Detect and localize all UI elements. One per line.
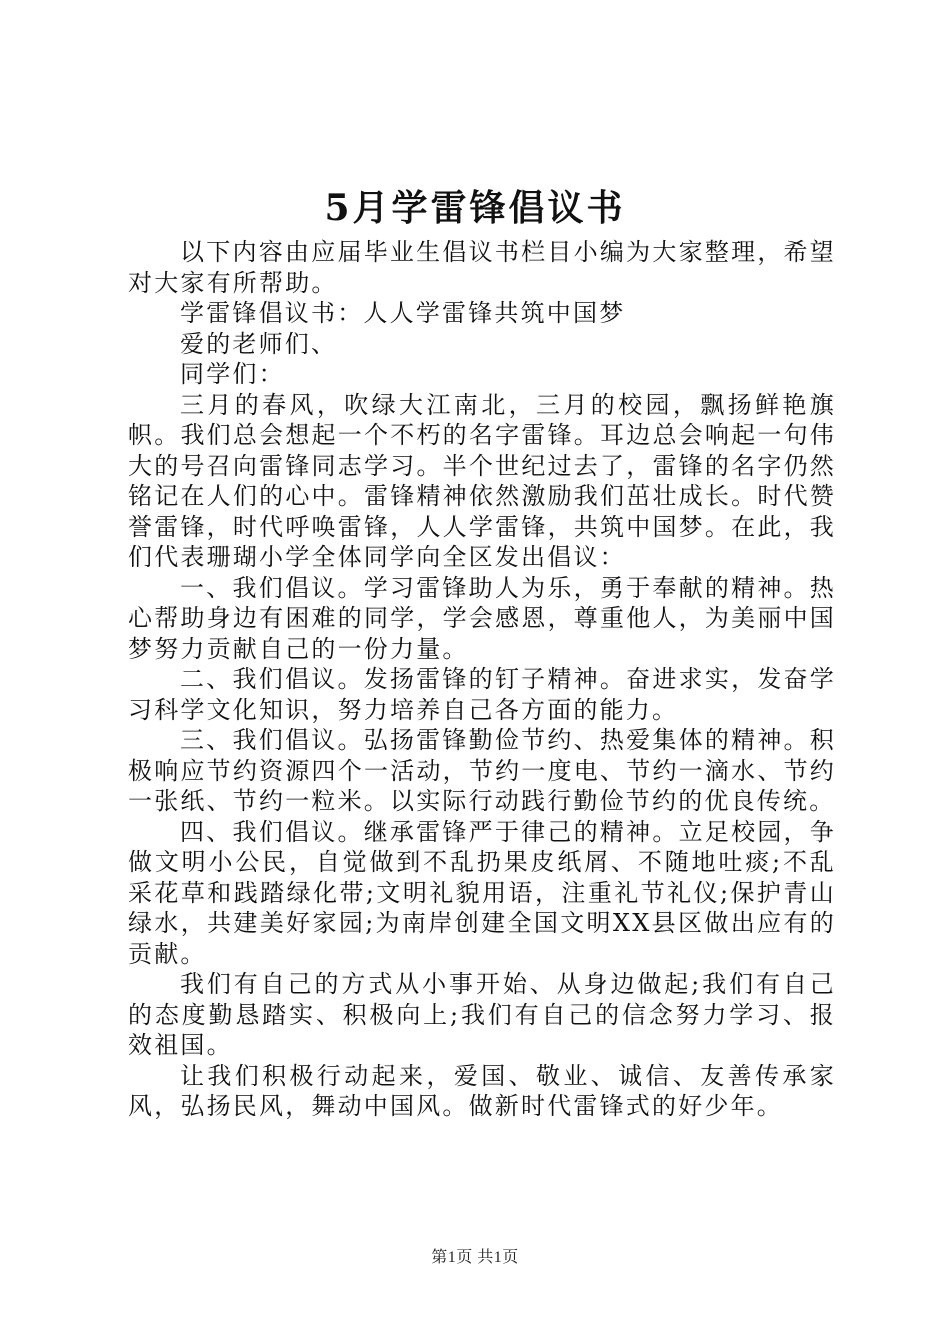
- proposal-four-paragraph: 四、我们倡议。继承雷锋严于律己的精神。立足校园，争做文明小公民，自觉做到不乱扔果皮纸屑、不随地吐痰;不乱采花草和践踏绿化带;文明礼貌用语，注重礼节礼仪;保护青山绿水，共建美好家园;为南岸创建全国文明XX县区做出应有的贡献。: [128, 817, 836, 968]
- subtitle-paragraph: 学雷锋倡议书：人人学雷锋共筑中国梦: [180, 299, 626, 327]
- closing-paragraph: 让我们积极行动起来，爱国、敬业、诚信、友善传承家风，弘扬民风，舞动中国风。做新时代雷锋式的好少年。: [128, 1061, 836, 1120]
- salutation-students: 同学们：: [180, 360, 285, 388]
- attitude-paragraph: 我们有自己的方式从小事开始、从身边做起;我们有自己的态度勤恳踏实、积极向上;我们有自己的信念努力学习、报效祖国。: [128, 970, 836, 1059]
- proposal-one-paragraph: 一、我们倡议。学习雷锋助人为乐，勇于奉献的精神。热心帮助身边有困难的同学，学会感恩，尊重他人，为美丽中国梦努力贡献自己的一份力量。: [128, 573, 836, 663]
- proposal-two-paragraph: 二、我们倡议。发扬雷锋的钉子精神。奋进求实，发奋学习科学文化知识，努力培养自己各方面的能力。: [128, 665, 836, 724]
- salutation-teachers: 爱的老师们、: [180, 329, 338, 358]
- opening-paragraph: 三月的春风，吹绿大江南北，三月的校园，飘扬鲜艳旗帜。我们总会想起一个不朽的名字雷锋。耳边总会响起一句伟大的号召向雷锋同志学习。半个世纪过去了，雷锋的名字仍然铭记在人们的心中。雷锋精神依然激励我们茁壮成长。时代赞誉雷锋，时代呼唤雷锋，人人学雷锋，共筑中国梦。在此，我们代表珊瑚小学全体同学向全区发出倡议：: [128, 390, 836, 571]
- document-title: 5月学雷锋倡议书: [324, 187, 626, 229]
- document-body: [128, 237, 836, 1122]
- intro-paragraph: 以下内容由应届毕业生倡议书栏目小编为大家整理，希望对大家有所帮助。: [128, 238, 836, 297]
- proposal-three-paragraph: 三、我们倡议。弘扬雷锋勤俭节约、热爱集体的精神。积极响应节约资源四个一活动，节约一度电、节约一滴水、节约一张纸、节约一粒米。以实际行动践行勤俭节约的优良传统。: [128, 726, 836, 815]
- page-footer: 第1页 共1页: [431, 1249, 519, 1266]
